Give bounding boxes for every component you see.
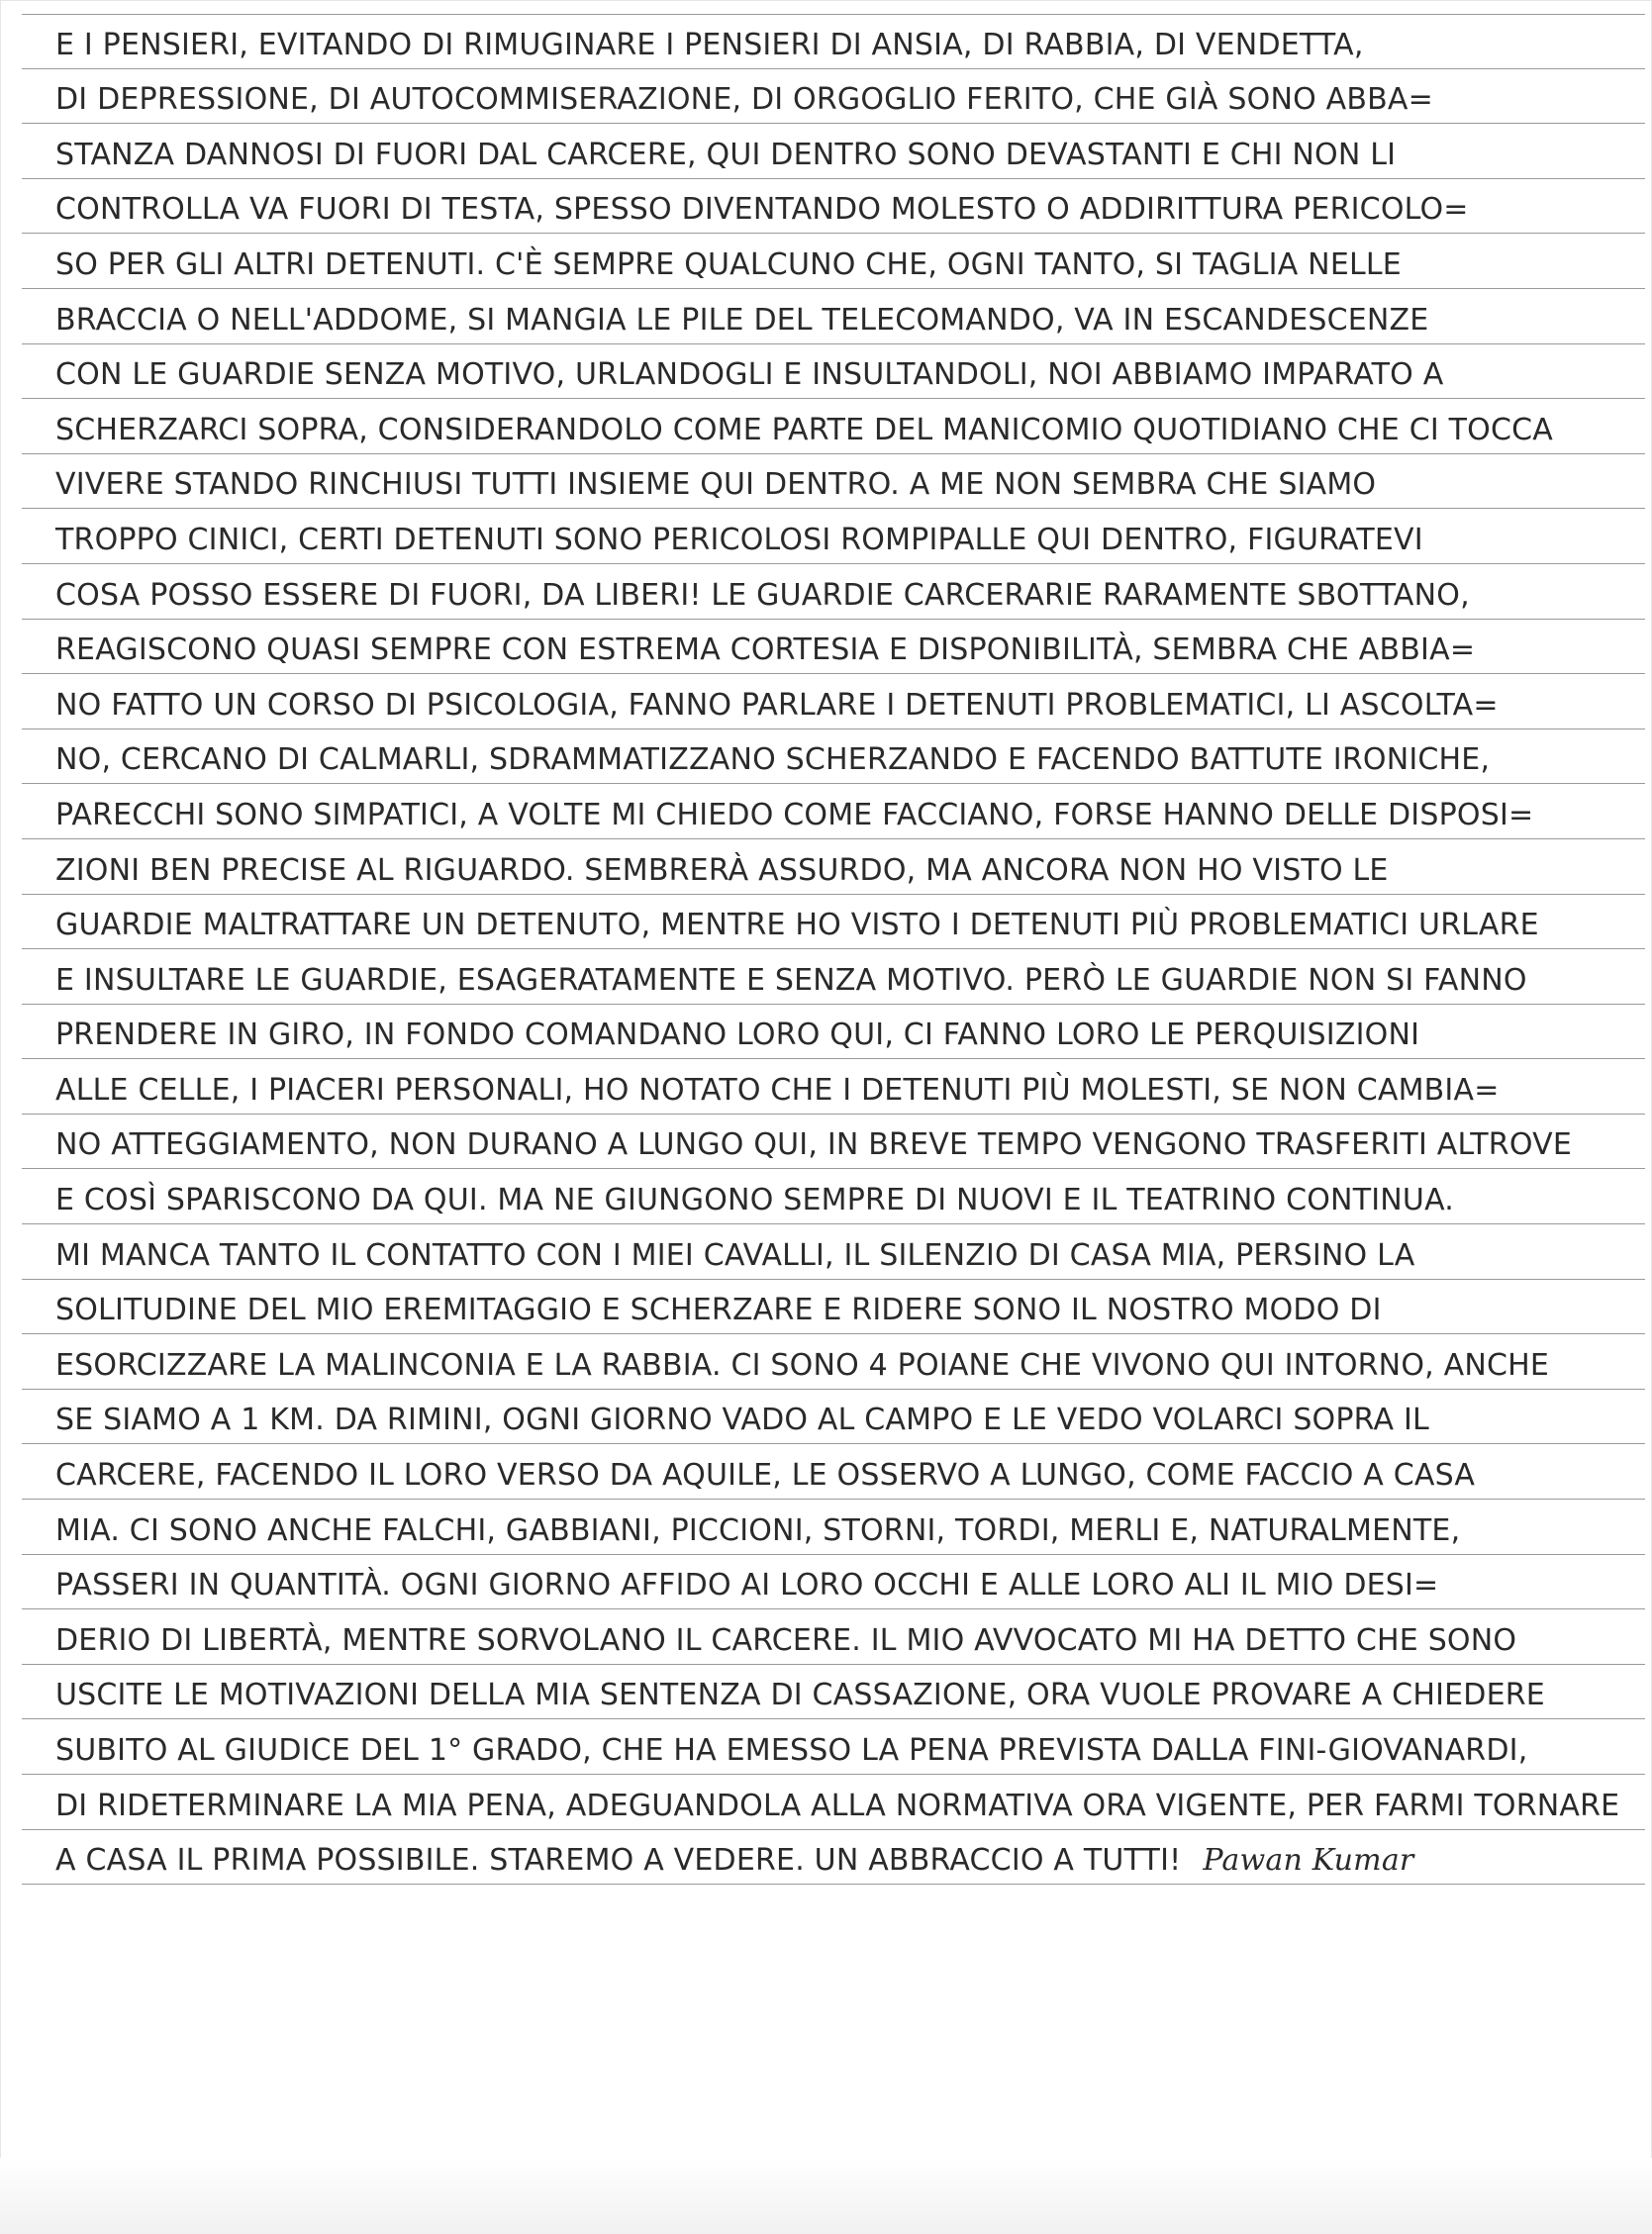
letter-line	[22, 949, 1645, 1005]
letter-line-text: DI DEPRESSIONE, DI AUTOCOMMISERAZIONE, DI ORGOGLIO FERITO, CHE GIÀ SONO ABBA=	[55, 82, 1433, 118]
letter-line	[22, 1334, 1645, 1390]
letter-line-text: REAGISCONO QUASI SEMPRE CON ESTREMA CORTESIA E DISPONIBILITÀ, SEMBRA CHE ABBIA=	[55, 632, 1476, 668]
letter-line-text: STANZA DANNOSI DI FUORI DAL CARCERE, QUI DENTRO SONO DEVASTANTI E CHI NON LI	[55, 137, 1397, 172]
letter-line	[22, 620, 1645, 675]
letter-line	[22, 1775, 1645, 1830]
letter-line	[22, 124, 1645, 179]
letter-line-text: ESORCIZZARE LA MALINCONIA E LA RABBIA. CI SONO 4 POIANE CHE VIVONO QUI INTORNO, ANCHE	[55, 1347, 1550, 1383]
signature: Pawan Kumar	[1203, 1843, 1414, 1879]
letter-line	[22, 784, 1645, 839]
letter-line	[22, 1390, 1645, 1445]
letter-line	[22, 179, 1645, 235]
letter-line	[22, 1500, 1645, 1555]
handwritten-text-body	[22, 14, 1645, 1885]
letter-line	[22, 839, 1645, 895]
letter-line	[22, 344, 1645, 400]
letter-line-text: USCITE LE MOTIVAZIONI DELLA MIA SENTENZA DI CASSAZIONE, ORA VUOLE PROVARE A CHIEDERE	[55, 1678, 1545, 1713]
letter-line-text: E INSULTARE LE GUARDIE, ESAGERATAMENTE E SENZA MOTIVO. PERÒ LE GUARDIE NON SI FANNO	[55, 962, 1527, 998]
letter-line-text: E I PENSIERI, EVITANDO DI RIMUGINARE I PENSIERI DI ANSIA, DI RABBIA, DI VENDETTA,	[55, 27, 1364, 62]
letter-line	[22, 509, 1645, 564]
letter-line-text: COSA POSSO ESSERE DI FUORI, DA LIBERI! LE GUARDIE CARCERARIE RARAMENTE SBOTTANO,	[55, 577, 1470, 613]
letter-line	[22, 1444, 1645, 1500]
letter-line	[22, 1169, 1645, 1224]
letter-line	[22, 564, 1645, 620]
letter-line	[22, 14, 1645, 69]
letter-line-text: PRENDERE IN GIRO, IN FONDO COMANDANO LORO QUI, CI FANNO LORO LE PERQUISIZIONI	[55, 1018, 1420, 1053]
letter-line	[22, 69, 1645, 125]
letter-line-text: SE SIAMO A 1 KM. DA RIMINI, OGNI GIORNO VADO AL CAMPO E LE VEDO VOLARCI SOPRA IL	[55, 1403, 1429, 1438]
letter-line-text: CARCERE, FACENDO IL LORO VERSO DA AQUILE, LE OSSERVO A LUNGO, COME FACCIO A CASA	[55, 1458, 1476, 1494]
letter-line-text: GUARDIE MALTRATTARE UN DETENUTO, MENTRE HO VISTO I DETENUTI PIÙ PROBLEMATICI URLARE	[55, 908, 1539, 943]
letter-line	[22, 729, 1645, 785]
letter-line	[22, 1224, 1645, 1280]
letter-line	[22, 399, 1645, 454]
letter-line	[22, 674, 1645, 729]
letter-line	[22, 454, 1645, 510]
letter-line-text: MI MANCA TANTO IL CONTATTO CON I MIEI CAVALLI, IL SILENZIO DI CASA MIA, PERSINO LA	[55, 1237, 1415, 1273]
letter-line	[22, 289, 1645, 344]
letter-line	[22, 1830, 1645, 1886]
letter-line-text: PASSERI IN QUANTITÀ. OGNI GIORNO AFFIDO AI LORO OCCHI E ALLE LORO ALI IL MIO DESI=	[55, 1568, 1439, 1603]
letter-line-text: ZIONI BEN PRECISE AL RIGUARDO. SEMBRERÀ ASSURDO, MA ANCORA NON HO VISTO LE	[55, 852, 1389, 888]
letter-line	[22, 1719, 1645, 1775]
letter-line	[22, 1609, 1645, 1665]
letter-line-text: SUBITO AL GIUDICE DEL 1° GRADO, CHE HA EMESSO LA PENA PREVISTA DALLA FINI-GIOVANARDI,	[55, 1733, 1528, 1768]
letter-line	[22, 234, 1645, 289]
letter-line-text: NO FATTO UN CORSO DI PSICOLOGIA, FANNO PARLARE I DETENUTI PROBLEMATICI, LI ASCOLTA=	[55, 687, 1499, 723]
letter-line	[22, 895, 1645, 950]
letter-line	[22, 1555, 1645, 1610]
letter-line-text: SCHERZARCI SOPRA, CONSIDERANDOLO COME PARTE DEL MANICOMIO QUOTIDIANO CHE CI TOCCA	[55, 412, 1553, 447]
letter-line-text: TROPPO CINICI, CERTI DETENUTI SONO PERICOLOSI ROMPIPALLE QUI DENTRO, FIGURATEVI	[55, 522, 1423, 557]
letter-line-text: ALLE CELLE, I PIACERI PERSONALI, HO NOTATO CHE I DETENUTI PIÙ MOLESTI, SE NON CAMBIA=	[55, 1072, 1500, 1108]
page-bottom-margin	[0, 2158, 1652, 2234]
letter-line-text: MIA. CI SONO ANCHE FALCHI, GABBIANI, PICCIONI, STORNI, TORDI, MERLI E, NATURALMENTE,	[55, 1512, 1461, 1548]
letter-line	[22, 1059, 1645, 1115]
letter-line-text: A CASA IL PRIMA POSSIBILE. STAREMO A VEDERE. UN ABBRACCIO A TUTTI! Pawan Kumar	[55, 1843, 1414, 1879]
letter-line-text: DERIO DI LIBERTÀ, MENTRE SORVOLANO IL CARCERE. IL MIO AVVOCATO MI HA DETTO CHE SONO	[55, 1622, 1517, 1658]
letter-line	[22, 1115, 1645, 1170]
letter-line-text: PARECCHI SONO SIMPATICI, A VOLTE MI CHIEDO COME FACCIANO, FORSE HANNO DELLE DISPOSI=	[55, 797, 1534, 832]
letter-line-text: SO PER GLI ALTRI DETENUTI. C'È SEMPRE QUALCUNO CHE, OGNI TANTO, SI TAGLIA NELLE	[55, 246, 1402, 282]
letter-line	[22, 1005, 1645, 1060]
letter-line-text: NO ATTEGGIAMENTO, NON DURANO A LUNGO QUI, IN BREVE TEMPO VENGONO TRASFERITI ALTROVE	[55, 1127, 1572, 1163]
letter-line-text: SOLITUDINE DEL MIO EREMITAGGIO E SCHERZARE E RIDERE SONO IL NOSTRO MODO DI	[55, 1293, 1382, 1328]
letter-line-text: CON LE GUARDIE SENZA MOTIVO, URLANDOGLI E INSULTANDOLI, NOI ABBIAMO IMPARATO A	[55, 357, 1444, 393]
letter-line	[22, 1665, 1645, 1720]
letter-line-text: BRACCIA O NELL'ADDOME, SI MANGIA LE PILE DEL TELECOMANDO, VA IN ESCANDESCENZE	[55, 302, 1429, 338]
letter-line-text: VIVERE STANDO RINCHIUSI TUTTI INSIEME QUI DENTRO. A ME NON SEMBRA CHE SIAMO	[55, 467, 1377, 503]
letter-line-text: E COSÌ SPARISCONO DA QUI. MA NE GIUNGONO SEMPRE DI NUOVI E IL TEATRINO CONTINUA.	[55, 1183, 1455, 1218]
letter-line	[22, 1280, 1645, 1335]
letter-line-text: NO, CERCANO DI CALMARLI, SDRAMMATIZZANO SCHERZANDO E FACENDO BATTUTE IRONICHE,	[55, 742, 1491, 778]
letter-line-text: CONTROLLA VA FUORI DI TESTA, SPESSO DIVENTANDO MOLESTO O ADDIRITTURA PERICOLO=	[55, 192, 1469, 228]
letter-line-text: DI RIDETERMINARE LA MIA PENA, ADEGUANDOLA ALLA NORMATIVA ORA VIGENTE, PER FARMI TORNARE	[55, 1788, 1620, 1823]
